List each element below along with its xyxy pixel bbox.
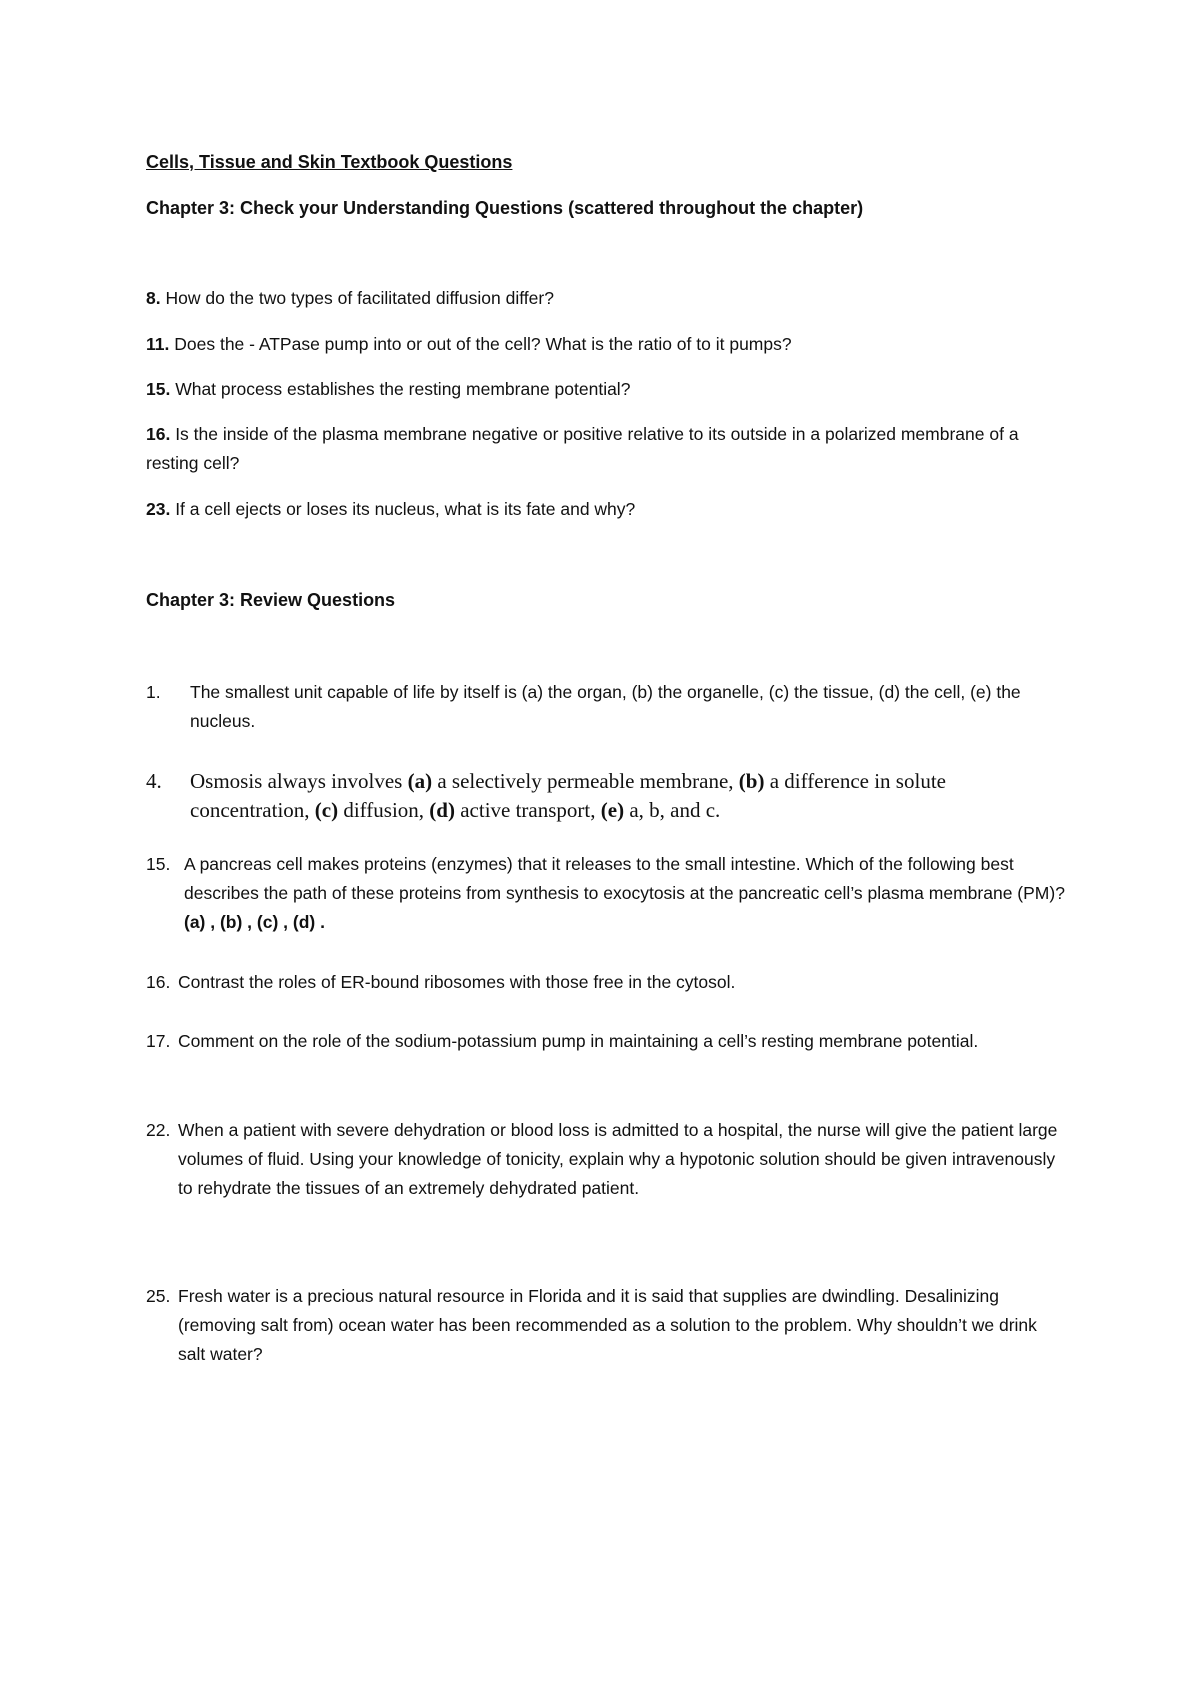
review-question-1	[146, 678, 1066, 736]
review-question-25	[146, 1282, 1066, 1369]
question-text: The smallest unit capable of life by itself is (a) the organ, (b) the organelle, (c) the tissue, (d) the cell, (e) the nucleus.	[190, 682, 1021, 731]
question-number: 1.	[146, 682, 161, 702]
section-heading-review: Chapter 3: Review Questions	[146, 590, 396, 610]
question-text: If a cell ejects or loses its nucleus, what is its fate and why?	[170, 499, 636, 519]
question-text: Contrast the roles of ER-bound ribosomes with those free in the cytosol.	[178, 972, 736, 992]
check-question-8	[146, 284, 1066, 313]
question-number: 15.	[146, 379, 171, 399]
review-question-22	[146, 1116, 1066, 1203]
question-number: 23.	[146, 499, 171, 519]
question-text: Is the inside of the plasma membrane negative or positive relative to its outside in a polarized membrane of a resting cell?	[146, 424, 1019, 473]
question-text: Fresh water is a precious natural resource in Florida and it is said that supplies are dwindling. Desalinizing (removing salt from) ocean water has been recommended as a solution to the problem. Why shouldn’t we drink salt water?	[178, 1286, 1037, 1364]
question-number: 22.	[146, 1120, 171, 1140]
question-text: Comment on the role of the sodium-potassium pump in maintaining a cell’s resting membrane potential.	[178, 1031, 979, 1051]
question-number: 17.	[146, 1031, 171, 1051]
question-number: 11.	[146, 334, 170, 354]
question-text: What process establishes the resting membrane potential?	[170, 379, 631, 399]
question-number: 15.	[146, 854, 171, 874]
check-question-16	[146, 420, 1066, 478]
check-question-23	[146, 495, 1066, 524]
section-heading-check-understanding: Chapter 3: Check your Understanding Questions (scattered throughout the chapter)	[146, 198, 864, 218]
question-text: Does the - ATPase pump into or out of the cell? What is the ratio of to it pumps?	[169, 334, 792, 354]
check-question-11	[146, 330, 1066, 359]
review-question-4	[146, 767, 1066, 825]
question-text: When a patient with severe dehydration or blood loss is admitted to a hospital, the nurse will give the patient large volumes of fluid. Using your knowledge of tonicity, explain why a hypotonic solution should be given intravenously to rehydrate the tissues of an extremely dehydrated patient.	[178, 1120, 1058, 1198]
question-number: 16.	[146, 972, 171, 992]
question-number: 8.	[146, 288, 161, 308]
review-question-17	[146, 1027, 1066, 1056]
question-number: 25.	[146, 1286, 171, 1306]
question-number: 16.	[146, 424, 171, 444]
question-text: Osmosis always involves (a) a selectively permeable membrane, (b) a difference in solute concentration, (c) diffusion, (d) active transport, (e) a, b, and c.	[190, 769, 946, 822]
review-question-15	[146, 850, 1066, 937]
question-number: 4.	[146, 769, 162, 793]
check-question-15	[146, 375, 1066, 404]
question-text: A pancreas cell makes proteins (enzymes) that it releases to the small intestine. Which of the following best describes the path of these proteins from synthesis to exocytosis at the pancreatic cell’s plasma membrane (PM)? (a) , (b) , (c) , (d) .	[184, 854, 1065, 932]
review-question-16	[146, 968, 1066, 997]
document-title: Cells, Tissue and Skin Textbook Questions	[146, 152, 513, 172]
question-text: How do the two types of facilitated diffusion differ?	[160, 288, 554, 308]
